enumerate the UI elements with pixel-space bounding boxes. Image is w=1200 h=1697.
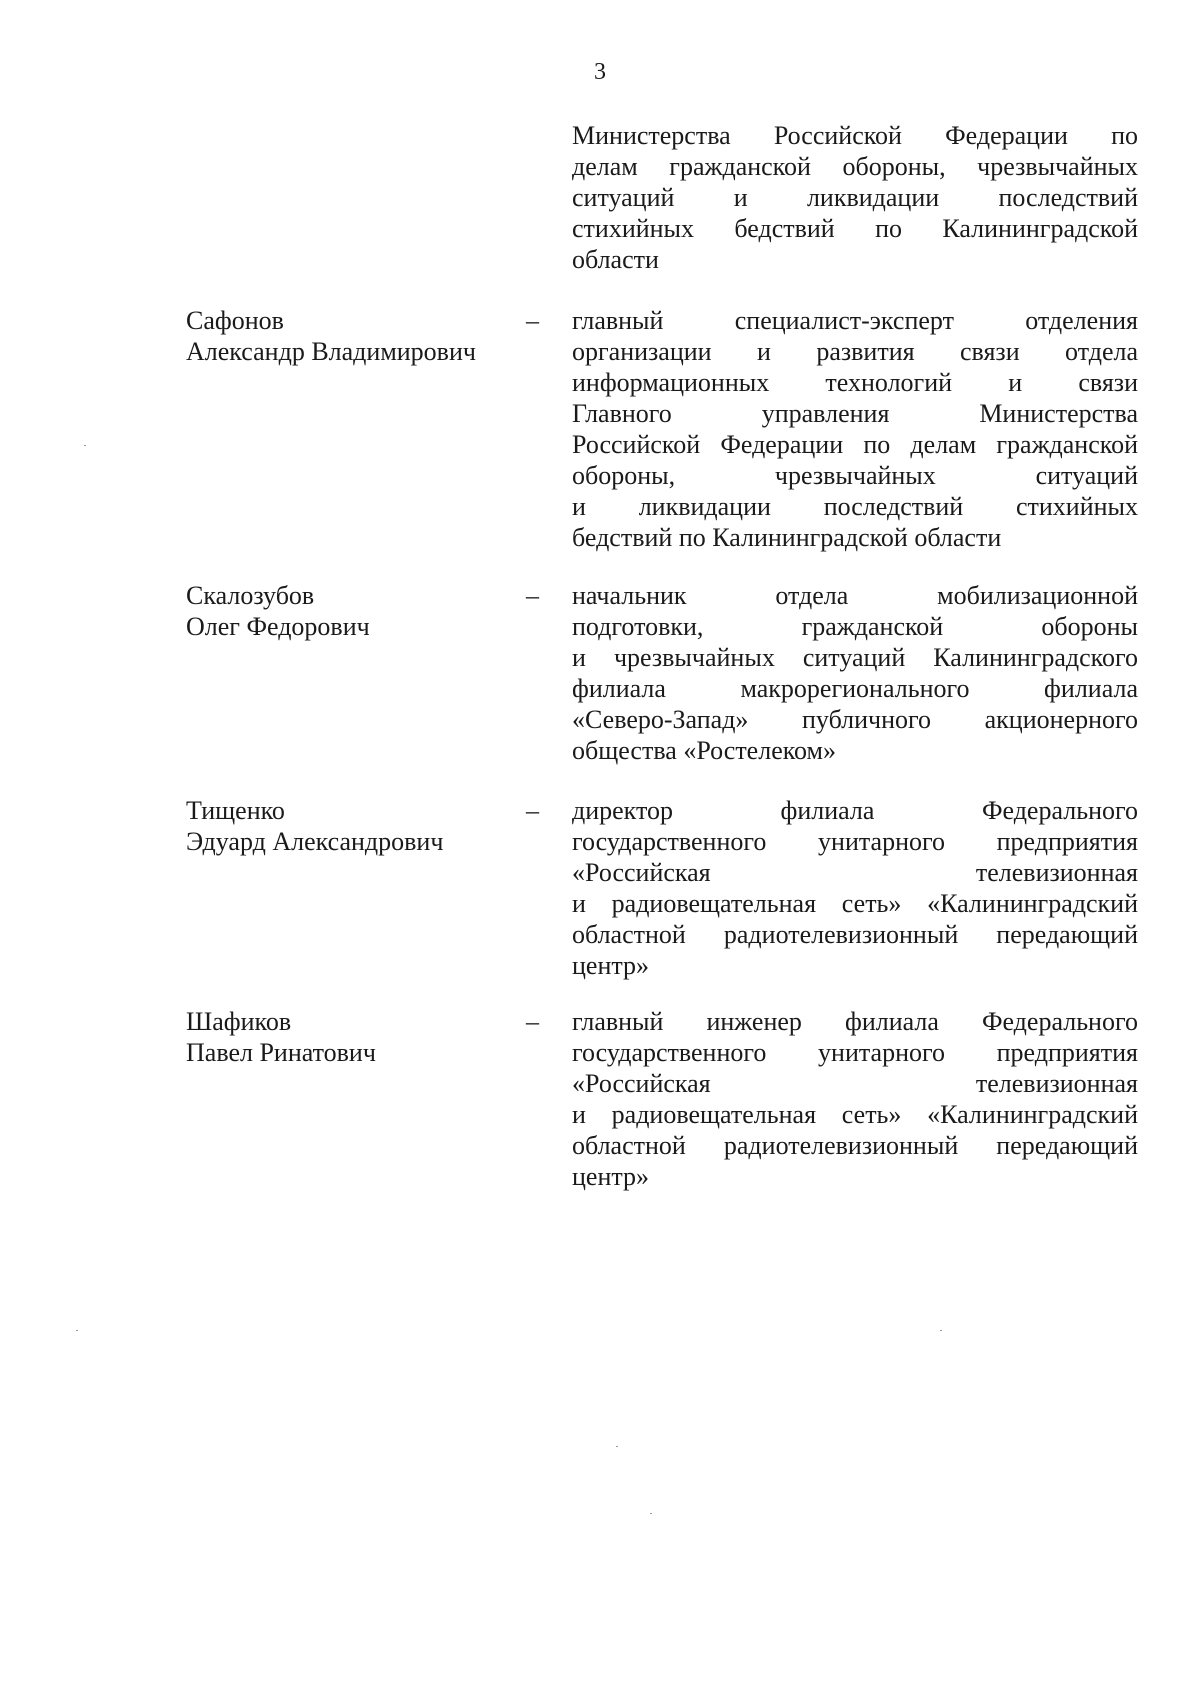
position-line: государственного унитарного предприятия xyxy=(572,827,1138,856)
continuation-line: области xyxy=(572,245,659,274)
position-line: Главного управления Министерства xyxy=(572,399,1138,428)
member-given-names: Павел Ринатович xyxy=(186,1038,376,1067)
member-name xyxy=(186,1006,516,1068)
scan-speck xyxy=(616,1446,618,1447)
position-line: и радиовещательная сеть» «Калининградский xyxy=(572,889,1138,918)
position-line: общества «Ростелеком» xyxy=(572,736,836,765)
dash-separator: – xyxy=(526,306,539,335)
position-line: «Российская телевизионная xyxy=(572,858,1138,887)
dash-separator: – xyxy=(526,1007,539,1036)
member-position xyxy=(572,580,1138,766)
position-line: центр» xyxy=(572,1162,650,1191)
scan-speck xyxy=(650,1513,652,1514)
position-line: бедствий по Калининградской области xyxy=(572,523,1002,552)
position-line: «Российская телевизионная xyxy=(572,1069,1138,1098)
member-given-names: Эдуард Александрович xyxy=(186,827,444,856)
continuation-line: Министерства Российской Федерации по xyxy=(572,121,1138,150)
position-line: обороны, чрезвычайных ситуаций xyxy=(572,461,1138,490)
position-line: подготовки, гражданской обороны xyxy=(572,612,1138,641)
dash-separator: – xyxy=(526,796,539,825)
member-given-names: Олег Федорович xyxy=(186,612,370,641)
scan-speck xyxy=(76,1330,78,1331)
position-line: и радиовещательная сеть» «Калининградский xyxy=(572,1100,1138,1129)
position-line: главный специалист-эксперт отделения xyxy=(572,306,1138,335)
dash-separator: – xyxy=(526,581,539,610)
position-line: центр» xyxy=(572,951,650,980)
member-surname: Тищенко xyxy=(186,796,285,825)
position-line: филиала макрорегионального филиала xyxy=(572,674,1138,703)
position-line: «Северо-Запад» публичного акционерного xyxy=(572,705,1138,734)
member-given-names: Александр Владимирович xyxy=(186,337,476,366)
position-line: и чрезвычайных ситуаций Калининградского xyxy=(572,643,1138,672)
member-surname: Сафонов xyxy=(186,306,284,335)
member-surname: Шафиков xyxy=(186,1007,292,1036)
position-line: начальник отдела мобилизационной xyxy=(572,581,1138,610)
position-line: информационных технологий и связи xyxy=(572,368,1138,397)
member-surname: Скалозубов xyxy=(186,581,315,610)
scan-speck xyxy=(940,1330,942,1331)
member-name xyxy=(186,580,516,642)
position-line: главный инженер филиала Федерального xyxy=(572,1007,1138,1036)
continuation-line: стихийных бедствий по Калининградской xyxy=(572,214,1138,243)
continuation-text xyxy=(572,120,1138,275)
member-position xyxy=(572,305,1138,553)
position-line: Российской Федерации по делам гражданской xyxy=(572,430,1138,459)
position-line: областной радиотелевизионный передающий xyxy=(572,920,1138,949)
position-line: государственного унитарного предприятия xyxy=(572,1038,1138,1067)
position-line: и ликвидации последствий стихийных xyxy=(572,492,1138,521)
position-line: директор филиала Федерального xyxy=(572,796,1138,825)
member-position xyxy=(572,795,1138,981)
position-line: областной радиотелевизионный передающий xyxy=(572,1131,1138,1160)
member-position xyxy=(572,1006,1138,1192)
continuation-line: ситуаций и ликвидации последствий xyxy=(572,183,1138,212)
member-name xyxy=(186,795,516,857)
page-number: 3 xyxy=(594,59,606,85)
member-name xyxy=(186,305,516,367)
continuation-line: делам гражданской обороны, чрезвычайных xyxy=(572,152,1138,181)
scan-speck xyxy=(84,445,86,446)
position-line: организации и развития связи отдела xyxy=(572,337,1138,366)
